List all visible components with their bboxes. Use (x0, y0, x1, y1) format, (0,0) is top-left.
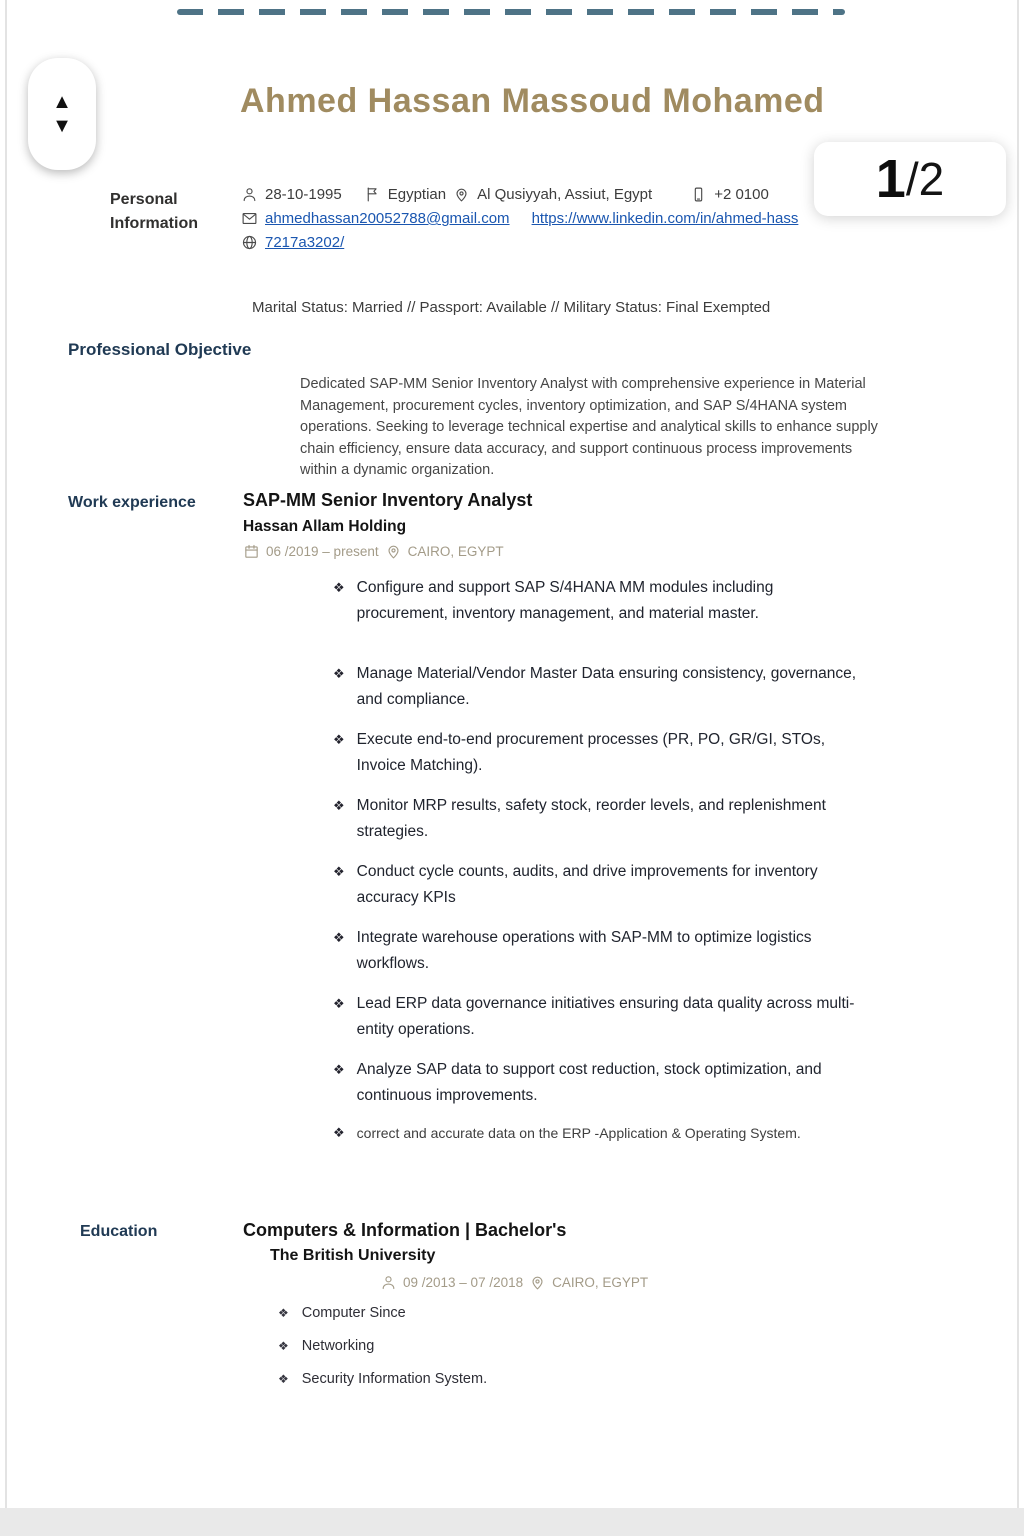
school-name: The British University (270, 1247, 436, 1264)
objective-text: Dedicated SAP-MM Senior Inventory Analyst with comprehensive experience in Material Management, procurement cycles, inventory optimization, and SAP S/4HANA system operations. Seeking to leverage technical expertise and analytical skills to enhance supply chain efficiency, ensure data accuracy, and support continuous process improvements within a dynamic organization. (300, 376, 878, 478)
work-meta-row (243, 543, 504, 560)
location-pin-icon (385, 543, 402, 560)
work-bullet: ❖ Monitor MRP results, safety stock, reorder levels, and replenishment strategies. (333, 797, 826, 840)
person-icon (380, 1274, 397, 1291)
bottom-bar (0, 1508, 1024, 1536)
email-link[interactable]: ahmedhassan20052788@gmail.com (265, 210, 510, 227)
page-title: Ahmed Hassan Massoud Mohamed (240, 82, 825, 120)
scroll-control[interactable] (28, 58, 96, 170)
work-bullet: ❖ Integrate warehouse operations with SAP-MM to optimize logistics workflows. (333, 929, 812, 972)
calendar-icon (243, 543, 260, 560)
flag-icon (364, 186, 381, 203)
page-left-edge (5, 0, 7, 1536)
work-location: CAIRO, EGYPT (407, 544, 504, 559)
phone-icon (690, 186, 707, 203)
personal-info-row-3 (241, 234, 901, 251)
nationality-text: Egyptian (387, 186, 447, 203)
education-label: Education (80, 1223, 158, 1240)
page-total: /2 (905, 153, 945, 205)
phone-text: +2 0100 (714, 186, 769, 203)
work-dates: 06 /2019 – present (266, 544, 379, 559)
page-right-edge (1017, 0, 1019, 1536)
location-text: Al Qusiyyah, Assiut, Egypt (477, 186, 653, 203)
job-title: SAP-MM Senior Inventory Analyst (243, 490, 533, 510)
work-bullet-list (333, 575, 861, 1157)
education-location: CAIRO, EGYPT (552, 1275, 649, 1290)
education-bullet: ❖ Networking (278, 1338, 375, 1354)
objective-heading: Professional Objective (68, 340, 252, 359)
person-icon (241, 186, 258, 203)
globe-icon (241, 234, 258, 251)
degree-title: Computers & Information | Bachelor's (243, 1220, 567, 1240)
dob-text: 28-10-1995 (265, 186, 342, 203)
page-indicator-badge (814, 142, 1006, 216)
education-bullet: ❖ Computer Since (278, 1305, 406, 1321)
personal-info-row-1 (241, 186, 901, 203)
status-line: Marital Status: Married // Passport: Available // Military Status: Final Exempted (252, 299, 771, 316)
personal-info-label: Personal Information (110, 191, 198, 232)
location-pin-icon (529, 1274, 546, 1291)
work-experience-label: Work experience (68, 494, 196, 511)
education-bullet-list (278, 1303, 758, 1402)
work-bullet: ❖ correct and accurate data on the ERP -Application & Operating System. (333, 1125, 801, 1141)
work-bullet: ❖ Lead ERP data governance initiatives ensuring data quality across multi-entity operations. (333, 995, 855, 1038)
top-dashed-divider (177, 9, 845, 15)
work-bullet: ❖ Configure and support SAP S/4HANA MM modules including procurement, inventory management, and material master. (333, 579, 774, 622)
linkedin-link-continued[interactable]: 7217a3202/ (265, 234, 345, 251)
education-meta-row (380, 1274, 648, 1291)
work-bullet: ❖ Conduct cycle counts, audits, and drive improvements for inventory accuracy KPIs (333, 863, 818, 906)
work-bullet: ❖ Analyze SAP data to support cost reduction, stock optimization, and continuous improvements. (333, 1061, 822, 1104)
personal-info-row-2 (241, 210, 901, 227)
scroll-up-icon[interactable]: ▲ (52, 91, 72, 113)
work-bullet: ❖ Execute end-to-end procurement processes (PR, PO, GR/GI, STOs, Invoice Matching). (333, 731, 826, 774)
email-icon (241, 210, 258, 227)
location-pin-icon (453, 186, 470, 203)
page-current: 1 (875, 149, 906, 209)
linkedin-link[interactable]: https://www.linkedin.com/in/ahmed-hass (531, 210, 799, 227)
education-bullet: ❖ Security Information System. (278, 1371, 488, 1387)
work-bullet: ❖ Manage Material/Vendor Master Data ensuring consistency, governance, and compliance. (333, 665, 857, 708)
education-dates: 09 /2013 – 07 /2018 (403, 1275, 524, 1290)
scroll-down-icon[interactable]: ▼ (52, 115, 72, 137)
personal-info-rows (241, 186, 901, 258)
company-name: Hassan Allam Holding (243, 518, 407, 535)
